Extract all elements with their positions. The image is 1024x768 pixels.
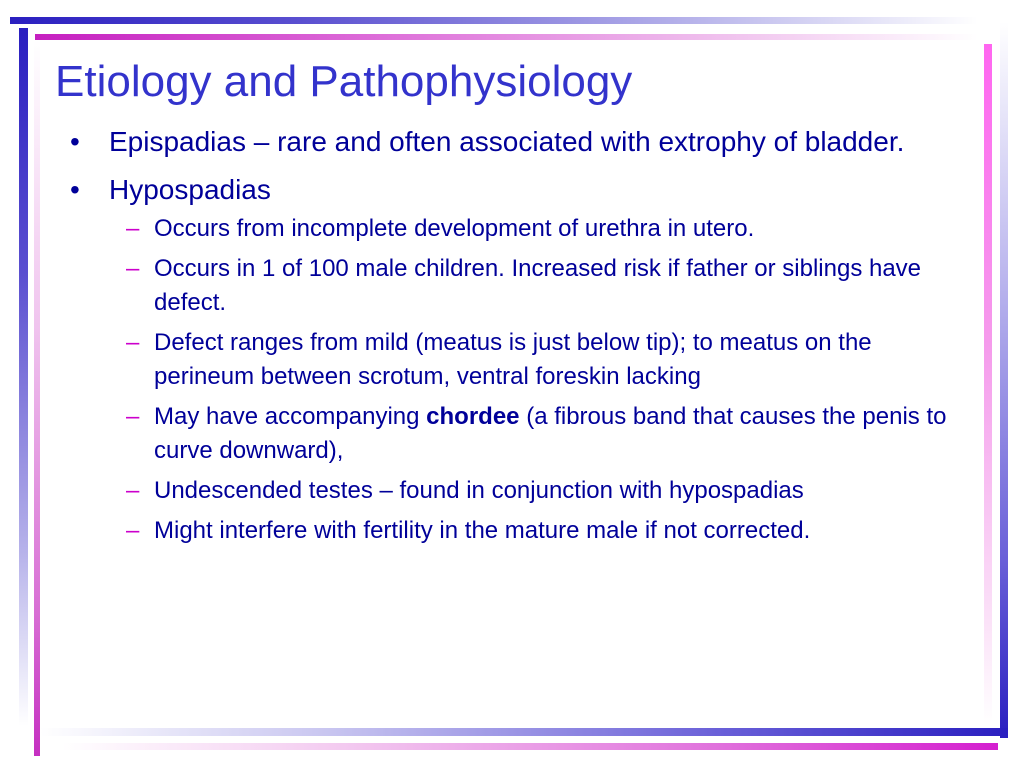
bullet-marker: • xyxy=(70,174,80,205)
sub-item-incomplete-development xyxy=(70,212,960,246)
bottom-pink-bar xyxy=(62,743,998,750)
dash-marker: – xyxy=(126,477,140,504)
sub-item-chordee xyxy=(70,400,960,468)
sub-item-text: Defect ranges from mild (meatus is just below tip); to meatus on the perineum between scrotum, ventral foreskin lacking xyxy=(154,329,872,390)
sub-item-text xyxy=(154,403,946,464)
bottom-blue-bar xyxy=(40,728,1008,736)
left-blue-bar xyxy=(19,28,28,726)
bullet-text: Epispadias – rare and often associated with extrophy of bladder. xyxy=(109,126,905,157)
bullet-text: Hypospadias xyxy=(109,174,271,205)
top-pink-bar xyxy=(35,34,978,40)
top-blue-bar xyxy=(10,17,978,24)
right-blue-bar xyxy=(1000,22,1008,738)
left-pink-bar xyxy=(34,40,40,756)
sub-item-incidence xyxy=(70,252,960,320)
slide-body xyxy=(70,124,960,554)
sub-item-text-before: May have accompanying xyxy=(154,403,427,430)
bullet-marker: • xyxy=(70,126,80,157)
chordee-term: chordee xyxy=(426,403,520,430)
right-pink-bar xyxy=(984,44,992,724)
sub-item-defect-range xyxy=(70,326,960,394)
sub-item-undescended-testes xyxy=(70,474,960,508)
slide-title: Etiology and Pathophysiology xyxy=(55,57,633,106)
dash-marker: – xyxy=(126,403,140,430)
bullet-hypospadias xyxy=(70,172,960,208)
sub-item-text: Occurs from incomplete development of urethra in utero. xyxy=(154,215,755,242)
sub-item-text-after: (a fibrous band that causes the penis to curve downward), xyxy=(154,403,947,464)
sub-item-text: Undescended testes – found in conjunction with hypospadias xyxy=(154,477,804,504)
sub-item-text: Occurs in 1 of 100 male children. Increased risk if father or siblings have defect. xyxy=(154,255,922,316)
sub-item-text: Might interfere with fertility in the mature male if not corrected. xyxy=(154,517,811,544)
dash-marker: – xyxy=(126,329,140,356)
dash-marker: – xyxy=(126,215,140,242)
dash-marker: – xyxy=(126,255,140,282)
sub-item-fertility xyxy=(70,514,960,548)
bullet-epispadias xyxy=(70,124,960,160)
dash-marker: – xyxy=(126,517,140,544)
